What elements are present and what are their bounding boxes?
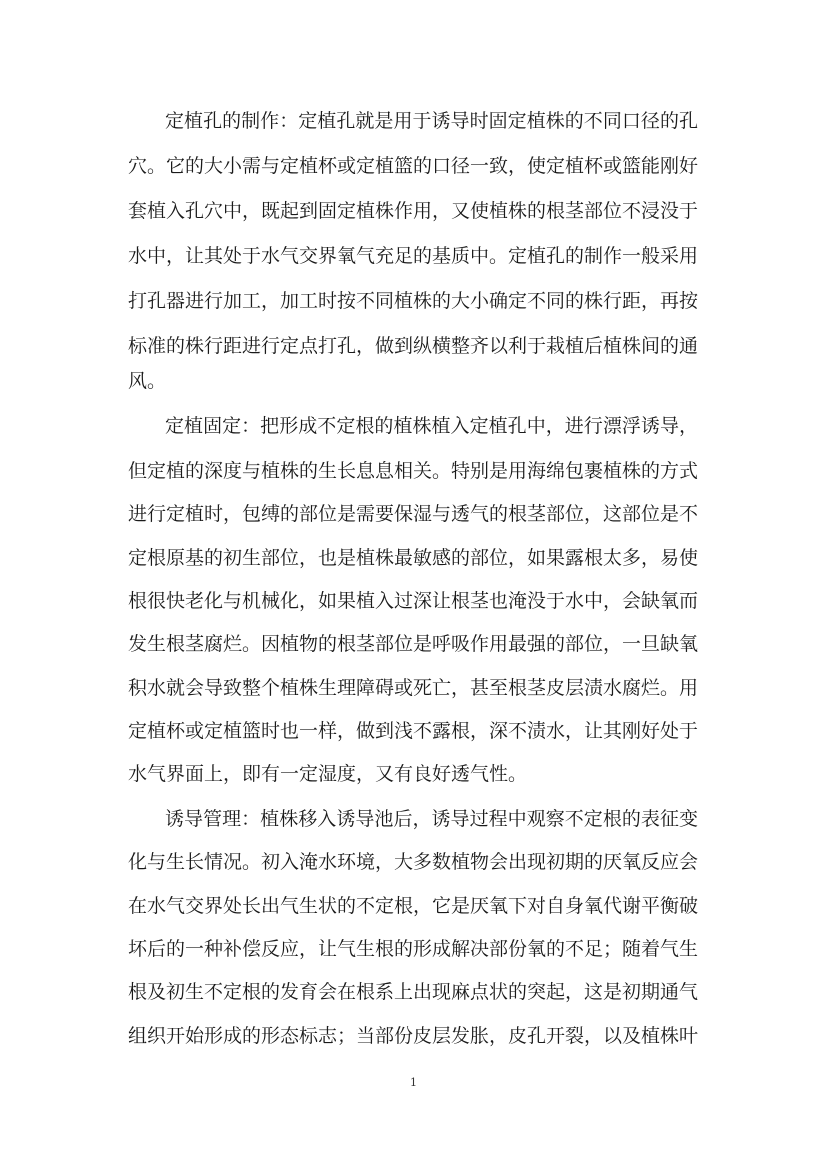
paragraph-1-line: 打孔器进行加工，加工时按不同植株的大小确定不同的株行距，再按 <box>128 290 699 312</box>
paragraph-3-line: 在水气交界处长出气生状的不定根，它是厌氧下对自身氧代谢平衡破 <box>128 895 699 917</box>
paragraph-1-line: 标准的株行距进行定点打孔，做到纵横整齐以利于栽植后植株间的通 <box>128 335 699 357</box>
paragraph-2-line: 定植固定：把形成不定根的植株植入定植孔中，进行漂浮诱导， <box>165 415 698 437</box>
paragraph-2-line: 进行定植时，包缚的部位是需要保湿与透气的根茎部位，这部位是不 <box>128 503 699 525</box>
paragraph-3-line: 组织开始形成的形态标志；当部份皮层发胀，皮孔开裂，以及植株叶 <box>128 1025 699 1047</box>
paragraph-1-line: 穴。它的大小需与定植杯或定植篮的口径一致，使定植杯或篮能刚好 <box>128 155 699 177</box>
paragraph-3-line: 诱导管理：植株移入诱导池后，诱导过程中观察不定根的表征变 <box>165 808 698 830</box>
paragraph-3-line: 坏后的一种补偿反应，让气生根的形成解决部份氧的不足；随着气生 <box>128 938 699 960</box>
paragraph-1-line: 定植孔的制作：定植孔就是用于诱导时固定植株的不同口径的孔 <box>165 110 698 132</box>
paragraph-2-line: 发生根茎腐烂。因植物的根茎部位是呼吸作用最强的部位，一旦缺氧 <box>128 633 699 655</box>
page-number: 1 <box>410 1076 417 1089</box>
paragraph-3-line: 根及初生不定根的发育会在根系上出现麻点状的突起，这是初期通气 <box>128 981 699 1003</box>
paragraph-1-line: 水中，让其处于水气交界氧气充足的基质中。定植孔的制作一般采用 <box>128 245 699 267</box>
paragraph-1-line: 风。 <box>128 370 167 392</box>
paragraph-2-line: 但定植的深度与植株的生长息息相关。特别是用海绵包裹植株的方式 <box>128 460 699 482</box>
paragraph-2-line: 水气界面上，即有一定湿度，又有良好透气性。 <box>128 763 528 785</box>
paragraph-2-line: 定根原基的初生部位，也是植株最敏感的部位，如果露根太多，易使 <box>128 547 699 569</box>
paragraph-3-line: 化与生长情况。初入淹水环境，大多数植物会出现初期的厌氧反应会 <box>128 851 699 873</box>
paragraph-2-line: 根很快老化与机械化，如果植入过深让根茎也淹没于水中，会缺氧而 <box>128 590 699 612</box>
paragraph-2-line: 积水就会导致整个植株生理障碍或死亡，甚至根茎皮层渍水腐烂。用 <box>128 677 699 699</box>
paragraph-1-line: 套植入孔穴中，既起到固定植株作用，又使植株的根茎部位不浸没于 <box>128 200 699 222</box>
paragraph-2-line: 定植杯或定植篮时也一样，做到浅不露根，深不渍水，让其刚好处于 <box>128 720 699 742</box>
